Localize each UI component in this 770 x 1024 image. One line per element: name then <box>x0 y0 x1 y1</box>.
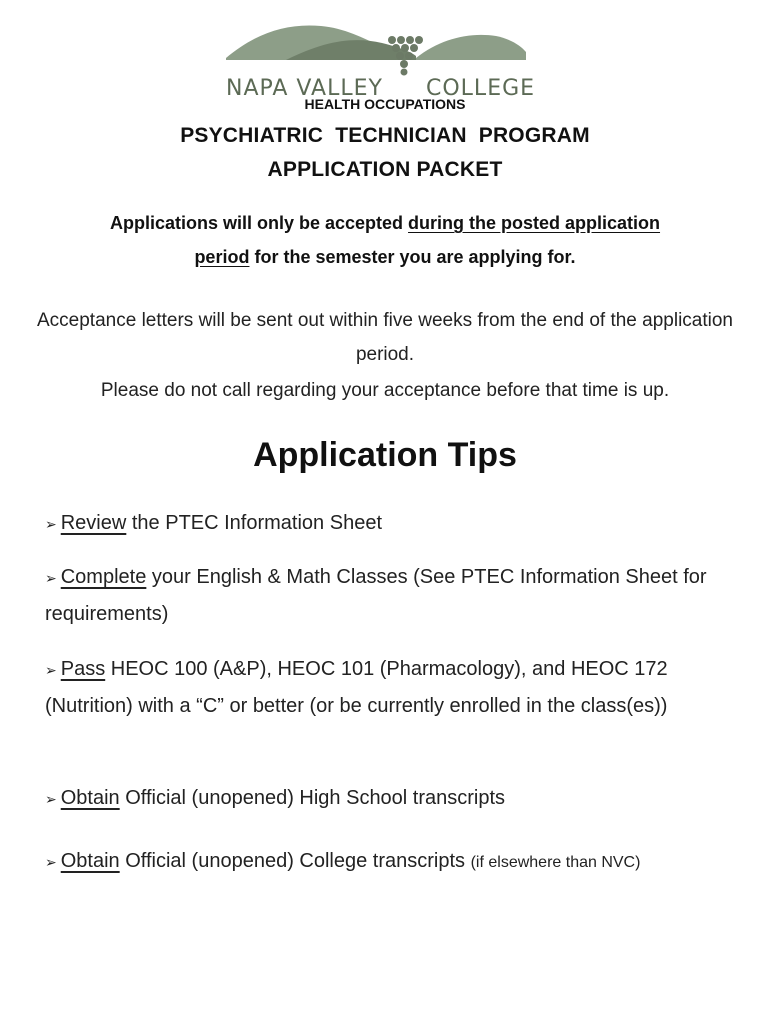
tip-verb: Complete <box>60 566 147 588</box>
application-tips-heading: Application Tips <box>253 436 517 474</box>
tip-note: (if elsewhere than NVC) <box>470 854 641 871</box>
tip-text: Official (unopened) College transcripts <box>119 850 471 872</box>
program-title: PSYCHIATRIC TECHNICIAN PROGRAM <box>180 124 590 147</box>
tip-pass <box>45 651 735 724</box>
tip-high-school-transcripts <box>45 780 735 817</box>
tip-text: HEOC 100 (A&P), HEOC 101 (Pharmacology), and HEOC 172 (Nutrition) with a “C” or better (or be currently enrolled in the class(es)) <box>45 658 668 717</box>
packet-title: APPLICATION PACKET <box>267 158 503 181</box>
tip-verb: Review <box>60 512 127 534</box>
notice-text-2: for the semester you are applying for. <box>249 247 576 267</box>
arrow-bullet-icon: ➢ <box>45 516 57 532</box>
tip-text: your English & Math Classes (See PTEC Information Sheet for requirements) <box>45 566 707 625</box>
application-period-notice <box>40 206 730 274</box>
arrow-bullet-icon: ➢ <box>45 854 57 870</box>
logo-word-napa-valley: NAPA VALLEY <box>226 76 383 101</box>
napa-valley-college-logo <box>226 18 536 101</box>
tip-complete <box>45 559 735 632</box>
hills-grapes-icon <box>226 18 526 80</box>
tip-review <box>45 505 735 542</box>
tip-text: the PTEC Information Sheet <box>126 512 382 534</box>
tip-college-transcripts <box>45 843 735 881</box>
do-not-call-note: Please do not call regarding your acceptance before that time is up. <box>100 380 670 401</box>
notice-underlined-2: period <box>194 247 250 267</box>
department-label: HEALTH OCCUPATIONS <box>304 96 466 112</box>
tip-verb: Obtain <box>60 850 120 872</box>
tip-verb: Pass <box>60 658 106 680</box>
notice-text-1: Applications will only be accepted <box>109 213 409 233</box>
notice-underlined-1: during the posted application <box>408 213 661 233</box>
acceptance-letter-note: Acceptance letters will be sent out within five weeks from the end of the application period. <box>37 310 733 365</box>
arrow-bullet-icon: ➢ <box>45 791 57 807</box>
arrow-bullet-icon: ➢ <box>45 570 57 586</box>
tip-text: Official (unopened) High School transcripts <box>119 787 506 809</box>
logo-word-college: COLLEGE <box>426 76 536 101</box>
tip-verb: Obtain <box>60 787 120 809</box>
arrow-bullet-icon: ➢ <box>45 662 57 678</box>
